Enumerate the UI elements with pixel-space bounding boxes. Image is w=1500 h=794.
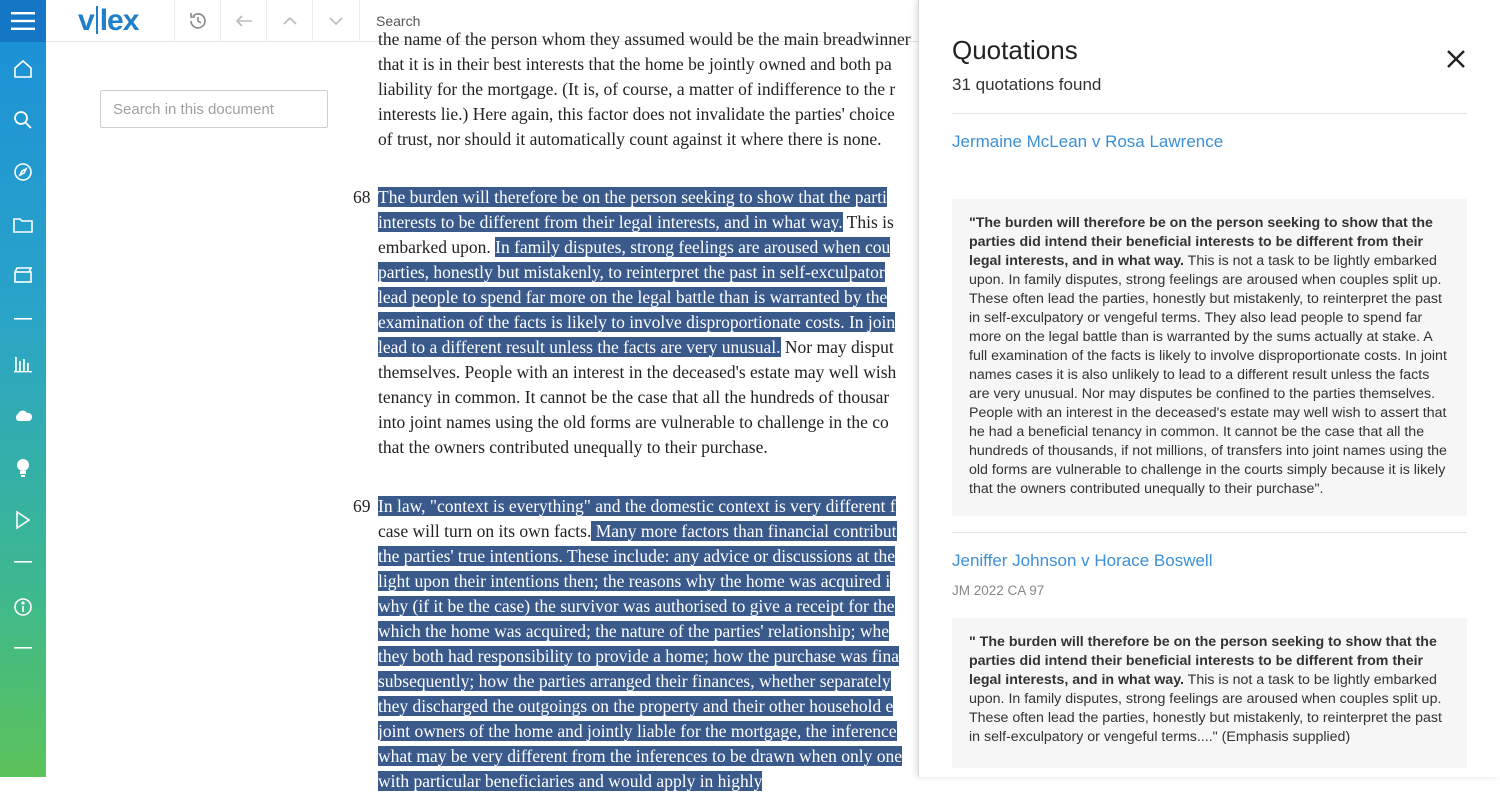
document-line bbox=[378, 669, 891, 694]
search-icon[interactable] bbox=[0, 105, 46, 135]
document-text: themselves. People with an interest in the deceased's estate may well wish bbox=[378, 362, 897, 382]
document-text: into joint names using the old forms are vulnerable to challenge in the co bbox=[378, 412, 889, 432]
highlighted-text: interests to be different from their legal interests, and in what way. bbox=[378, 212, 843, 232]
highlighted-text: lead people to spend far more on the legal battle than is warranted by the bbox=[378, 287, 888, 307]
document-line: of trust, nor should it automatically count against it where there is none. bbox=[378, 129, 882, 149]
clapperboard-icon[interactable] bbox=[0, 260, 46, 290]
highlighted-text: The burden will therefore be on the person seeking to show that the parti bbox=[378, 187, 887, 207]
document-line bbox=[378, 594, 895, 619]
divider bbox=[952, 113, 1467, 114]
left-rail bbox=[0, 0, 46, 777]
paragraph-number: 69 bbox=[353, 496, 371, 516]
document-line: interests lie.) Here again, this factor does not invalidate the parties' choice bbox=[378, 104, 895, 124]
document-search-input[interactable] bbox=[100, 90, 328, 128]
highlighted-text: In family disputes, strong feelings are aroused when cou bbox=[495, 237, 891, 257]
document-line bbox=[378, 519, 897, 544]
logo-text-left: v bbox=[78, 4, 94, 37]
document-line bbox=[378, 310, 895, 335]
highlighted-text: which the home was acquired; the nature of the parties' relationship; whe bbox=[378, 621, 889, 641]
document-line bbox=[378, 360, 896, 385]
document-line bbox=[378, 235, 890, 260]
highlighted-text: examination of the facts is likely to involve disproportionate costs. In join bbox=[378, 312, 896, 332]
document-line bbox=[378, 335, 894, 360]
case-link[interactable]: Jeniffer Johnson v Horace Boswell bbox=[952, 551, 1213, 570]
panel-title: Quotations bbox=[952, 35, 1078, 65]
highlighted-text: lead to a different result unless the facts are very unusual. bbox=[378, 337, 781, 357]
quote-text: This is not a task to be lightly embarked upon. In family disputes, strong feelings are aroused when couples split up. These often lead the parties, honestly but mistakenly, to reinterpret the past in self-exculpatory or vengeful terms...." (Emphasis supplied) bbox=[969, 672, 1442, 745]
highlighted-text: why (if it be the case) the survivor was authorised to give a receipt for the bbox=[378, 596, 895, 616]
logo-bar bbox=[96, 6, 98, 34]
document-text: embarked upon. bbox=[378, 237, 496, 257]
quotations-count: 31 quotations found bbox=[952, 75, 1102, 94]
document-body bbox=[350, 0, 918, 791]
document-line bbox=[378, 494, 896, 519]
bar-chart-icon[interactable] bbox=[0, 349, 46, 379]
case-link[interactable]: Jermaine McLean v Rosa Lawrence bbox=[952, 132, 1224, 151]
dash-icon bbox=[0, 633, 46, 663]
highlighted-text: joint owners of the home and jointly liable for the mortgage, the inference bbox=[378, 721, 897, 741]
lightbulb-icon[interactable] bbox=[0, 453, 46, 483]
quotations-panel bbox=[918, 0, 1500, 777]
info-icon[interactable] bbox=[0, 592, 46, 622]
document-line: the name of the person whom they assumed would be the main breadwinner bbox=[378, 29, 911, 49]
highlighted-text: they discharged the outgoings on the property and their other household e bbox=[378, 696, 894, 716]
document-line bbox=[378, 744, 902, 769]
arrow-left-icon bbox=[234, 14, 254, 28]
document-line bbox=[378, 260, 885, 285]
document-line bbox=[378, 569, 890, 594]
document-line bbox=[378, 694, 893, 719]
document-line bbox=[378, 210, 894, 235]
document-line bbox=[378, 769, 762, 794]
history-button[interactable] bbox=[174, 0, 220, 42]
document-line bbox=[378, 719, 897, 744]
home-icon[interactable] bbox=[0, 54, 46, 84]
compass-icon[interactable] bbox=[0, 157, 46, 187]
highlighted-text: Many more factors than financial contribut bbox=[591, 521, 897, 541]
document-text: that the owners contributed unequally to their purchase. bbox=[378, 437, 768, 457]
highlighted-text: with particular beneficiaries and would apply in highly bbox=[378, 771, 763, 791]
highlighted-text: In law, "context is everything" and the domestic context is very different f bbox=[378, 496, 896, 516]
history-icon bbox=[188, 11, 208, 31]
document-line bbox=[378, 410, 889, 435]
document-line bbox=[378, 185, 887, 210]
highlighted-text: the parties' true intentions. These include: any advice or discussions at the bbox=[378, 546, 896, 566]
cloud-icon[interactable] bbox=[0, 401, 46, 431]
chevron-down-icon bbox=[328, 16, 344, 26]
highlighted-text: what may be very different from the inferences to be drawn when only one bbox=[378, 746, 903, 766]
quote-bold-text: "The burden will therefore be on the person seeking to show that the parties did intend their beneficial interests to be different from their legal interests, and in what way. bbox=[969, 215, 1433, 269]
chevron-up-icon bbox=[282, 16, 298, 26]
document-line: that it is in their best interests that the home be jointly owned and both pa bbox=[378, 54, 892, 74]
folder-icon[interactable] bbox=[0, 210, 46, 240]
document-line bbox=[378, 544, 895, 569]
highlighted-text: subsequently; how the parties arranged their finances, whether separately bbox=[378, 671, 891, 691]
quote-text: This is not a task to be lightly embarked upon. In family disputes, strong feelings are aroused when couples split up. These often lead the parties, honestly but mistakenly, to reinterpret the past in self-exculpatory or vengeful terms. They also lead people to spend far more on the legal battle than is warranted by the sums actually at stake. A full examination of the facts is likely to involve disproportionate costs. In joint names cases it is also unlikely to lead to a different result unless the facts are very unusual. Nor may disputes be confined to the parties themselves. People with an interest in the deceased's estate may well wish to assert that he had a beneficial tenancy in common. It cannot be the case that all the hundreds of thousands, if not millions, of transfers into joint names using the old forms are vulnerable to challenge in the courts simply because it is likely that the owners contributed unequally to their purchase". bbox=[969, 253, 1447, 497]
dash-icon bbox=[0, 547, 46, 577]
divider bbox=[952, 532, 1467, 533]
back-button[interactable] bbox=[220, 0, 266, 42]
document-text: This is bbox=[842, 212, 894, 232]
dash-icon bbox=[0, 304, 46, 334]
tag-icon[interactable] bbox=[0, 505, 46, 535]
document-line: liability for the mortgage. (It is, of course, a matter of indifference to the r bbox=[378, 79, 896, 99]
quote-bold-text: " The burden will therefore be on the person seeking to show that the parties did intend their beneficial interests to be different from their legal interests, and in what way. bbox=[969, 634, 1437, 688]
highlighted-text: they both had responsibility to provide a home; how the purchase was fina bbox=[378, 646, 899, 666]
document-line bbox=[378, 385, 889, 410]
document-line bbox=[378, 435, 768, 460]
hamburger-menu-icon[interactable] bbox=[0, 0, 46, 42]
case-citation: JM 2022 CA 97 bbox=[952, 583, 1045, 598]
paragraph-number: 68 bbox=[353, 187, 371, 207]
document-text: tenancy in common. It cannot be the case that all the hundreds of thousar bbox=[378, 387, 890, 407]
vlex-logo[interactable] bbox=[78, 4, 138, 38]
quote-box[interactable] bbox=[952, 618, 1467, 768]
document-text: case will turn on its own facts. bbox=[378, 521, 592, 541]
document-line bbox=[378, 619, 889, 644]
highlighted-text: light upon their intentions then; the reasons why the home was acquired i bbox=[378, 571, 891, 591]
document-line bbox=[378, 644, 899, 669]
up-button[interactable] bbox=[266, 0, 312, 42]
search-label: Search bbox=[376, 13, 421, 29]
quote-box[interactable] bbox=[952, 199, 1467, 516]
highlighted-text: parties, honestly but mistakenly, to reinterpret the past in self-exculpator bbox=[378, 262, 885, 282]
logo-text-right: lex bbox=[99, 4, 139, 37]
document-text: Nor may disput bbox=[780, 337, 894, 357]
document-line bbox=[378, 285, 887, 310]
document-sidebar bbox=[76, 42, 346, 777]
close-icon[interactable] bbox=[1445, 48, 1467, 70]
